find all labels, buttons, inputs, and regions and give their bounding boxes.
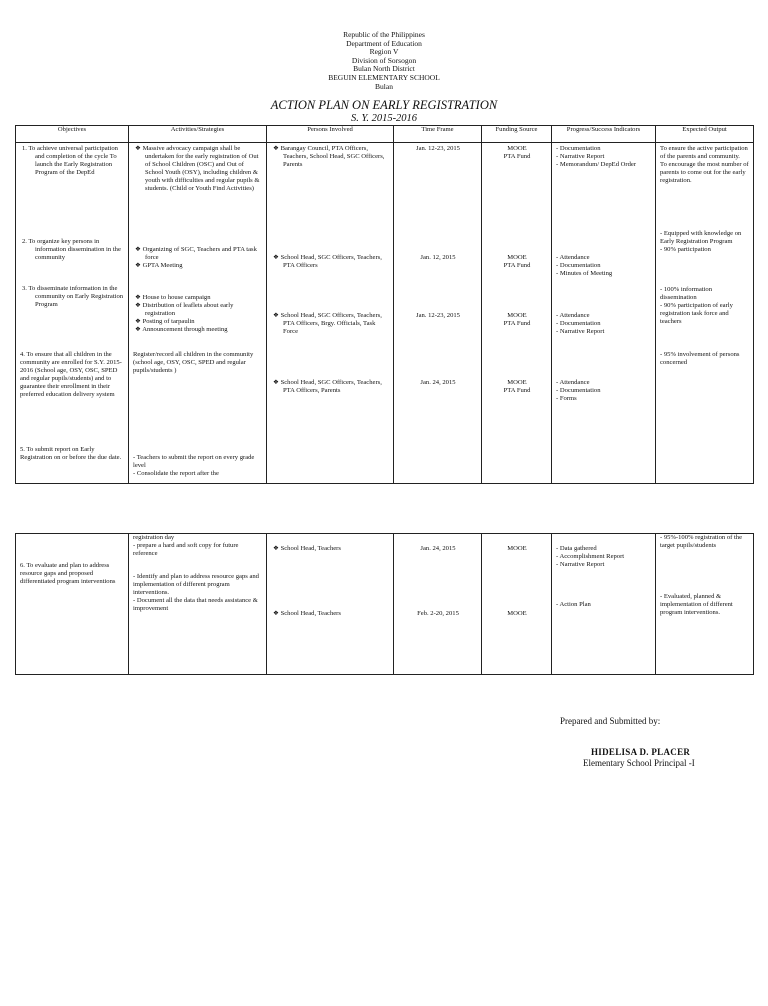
expected-output-cell [656,143,754,484]
objective-2: 2. To organize key persons in information dissemination in the community [22,238,121,261]
header-line: Bulan [375,81,393,91]
expected-output: To ensure the active participation of the parents and community. To encourage the most number of parents to come out for the early registration. [660,145,749,184]
column-header: Activities/Strategies [129,126,267,143]
header-line: BEGUIN ELEMENTARY SCHOOL [328,72,440,82]
document-title: ACTION PLAN ON EARLY REGISTRATION [270,98,498,112]
persons-cell [267,534,394,675]
activities-cell [129,534,267,675]
table-row [16,143,754,484]
time-frame: Jan. 12-23, 2015 [416,145,460,152]
column-header: Persons Involved [267,126,394,143]
activity-item: ❖ Distribution of leaflets about early registration [135,301,234,317]
persons-item: ❖ School Head, Teachers [273,610,341,617]
column-header: Time Frame [394,126,482,143]
header-line: Bulan North District [353,64,415,74]
funding-source: MOOE PTA Fund [503,312,531,327]
school-year: S. Y. 2015-2016 [350,113,418,124]
objective-6: 6. To evaluate and plan to address resource gaps and proposed differentiated program interventions [20,562,116,585]
expected-output-cell [656,534,754,675]
funding-cell [482,534,552,675]
activity-item: ❖ Announcement through meeting [135,325,228,333]
objectives-cell [16,534,129,675]
indicators-cell [552,534,656,675]
signatory-position: Elementary School Principal -I [583,758,695,768]
action-plan-table [15,125,754,484]
expected-output: - Equipped with knowledge on Early Registration Program - 90% participation [660,230,742,253]
funding-source: MOOE PTA Fund [503,145,531,160]
persons-item: ❖ School Head, SGC Officers, Teachers, PTA Officers, Parents [273,379,382,394]
indicators-cell [552,143,656,484]
expected-output: - 100% information dissemination - 90% participation of early registration task force and teachers [660,286,733,325]
time-frame: Jan. 24, 2015 [420,379,456,386]
indicator-list: - Data gathered - Accomplishment Report - Narrative Report [556,545,625,568]
objective-1: 1. To achieve universal participation and completion of the cycle To launch the Early Registration Program of the DepEd [22,145,118,176]
persons-item: ❖ School Head, SGC Officers, Teachers, PTA Officers, Brgy. Officials, Task Force [273,312,382,335]
funding-source: MOOE [507,610,527,617]
column-header: Objectives [16,126,129,143]
objectives-cell [16,143,129,484]
activity-item: ❖ House to house campaign [135,294,211,301]
activity-group: - Identify and plan to address resource gaps and implementation of different program interventions. - Document all the data that needs assistance & improvement [133,573,259,612]
column-header: Expected Output [656,126,754,143]
indicator-list: - Action Plan [556,601,591,608]
activity-group [133,454,263,478]
table-row [16,534,754,675]
activity-group: registration day - prepare a hard and soft copy for future reference [133,534,239,557]
column-header: Progress/Success Indicators [552,126,656,143]
expected-output: - 95% involvement of persons concerned [660,351,740,366]
time-frame: Jan. 12, 2015 [420,254,456,261]
expected-output: - Evaluated, planned & implementation of different program interventions. [660,593,733,616]
time-frame-cell [394,143,482,484]
prepared-by-label: Prepared and Submitted by: [560,716,661,726]
persons-item: ❖ School Head, Teachers [273,545,341,552]
indicator-list: - Documentation - Narrative Report - Memorandum/ DepEd Order [556,145,637,168]
activity-item: ❖ Posting of tarpaulin [135,317,195,325]
persons-item: ❖ Barangay Council, PTA Officers, Teachers, School Head, SGC Officers, Parents [273,145,385,168]
header-line: Region V [369,47,399,57]
header-line: Division of Sorsogon [351,55,417,65]
activity-item: - Consolidate the report after the [133,469,219,477]
activity-item: ❖ Massive advocacy campaign shall be undertaken for the early registration of Out of School Children (OSC) and Out of School Youth (OSY), including children & youth with difficulties and regular pupils & students. (Child or Youth Find Activities) [135,145,260,192]
indicator-list: - Attendance - Documentation - Minutes of Meeting [556,254,613,277]
activity-item: ❖ Organizing of SGC, Teachers and PTA task force [135,246,257,261]
column-header: Funding Source [482,126,552,143]
persons-item: ❖ School Head, SGC Officers, Teachers, PTA Officers [273,254,382,269]
funding-source: MOOE PTA Fund [503,254,531,269]
funding-source: MOOE [507,545,527,552]
activity-item: - Teachers to submit the report on every grade level [133,454,255,469]
signatory-name: HIDELISA D. PLACER [591,747,691,757]
expected-output: - 95%-100% registration of the target pupils/students [660,534,743,549]
header-line: Department of Education [346,38,422,48]
time-frame: Jan. 24, 2015 [420,545,456,552]
header-line: Republic of the Philippines [343,30,425,39]
activity-item: ❖ GPTA Meeting [135,261,183,269]
time-frame: Feb. 2-20, 2015 [417,610,459,617]
activities-cell [129,143,267,484]
funding-source: MOOE PTA Fund [503,379,531,394]
time-frame-cell [394,534,482,675]
table-header-row [16,126,754,143]
funding-cell [482,143,552,484]
persons-cell [267,143,394,484]
activity-group [133,246,263,270]
indicator-list: - Attendance - Documentation - Forms [556,379,601,402]
activity-item: Register/record all children in the community (school age, OSY, OSC, SPED and regular pupils/students ) [133,351,254,374]
action-plan-table-continued [15,533,754,675]
objective-5: 5. To submit report on Early Registration on or before the due date. [20,446,122,461]
objective-4: 4. To ensure that all children in the community are enrolled for S.Y. 2015-2016 (School age, OSY, OSC, SPED and regular pupils/students) and to guarantee their enrollment in their preferred education delivery system [20,351,122,398]
activity-group [133,294,263,334]
objective-3: 3. To disseminate information in the community on Early Registration Program [22,285,124,308]
letterhead [0,31,768,91]
time-frame: Jan. 12-23, 2015 [416,312,460,319]
indicator-list: - Attendance - Documentation - Narrative Report [556,312,605,335]
